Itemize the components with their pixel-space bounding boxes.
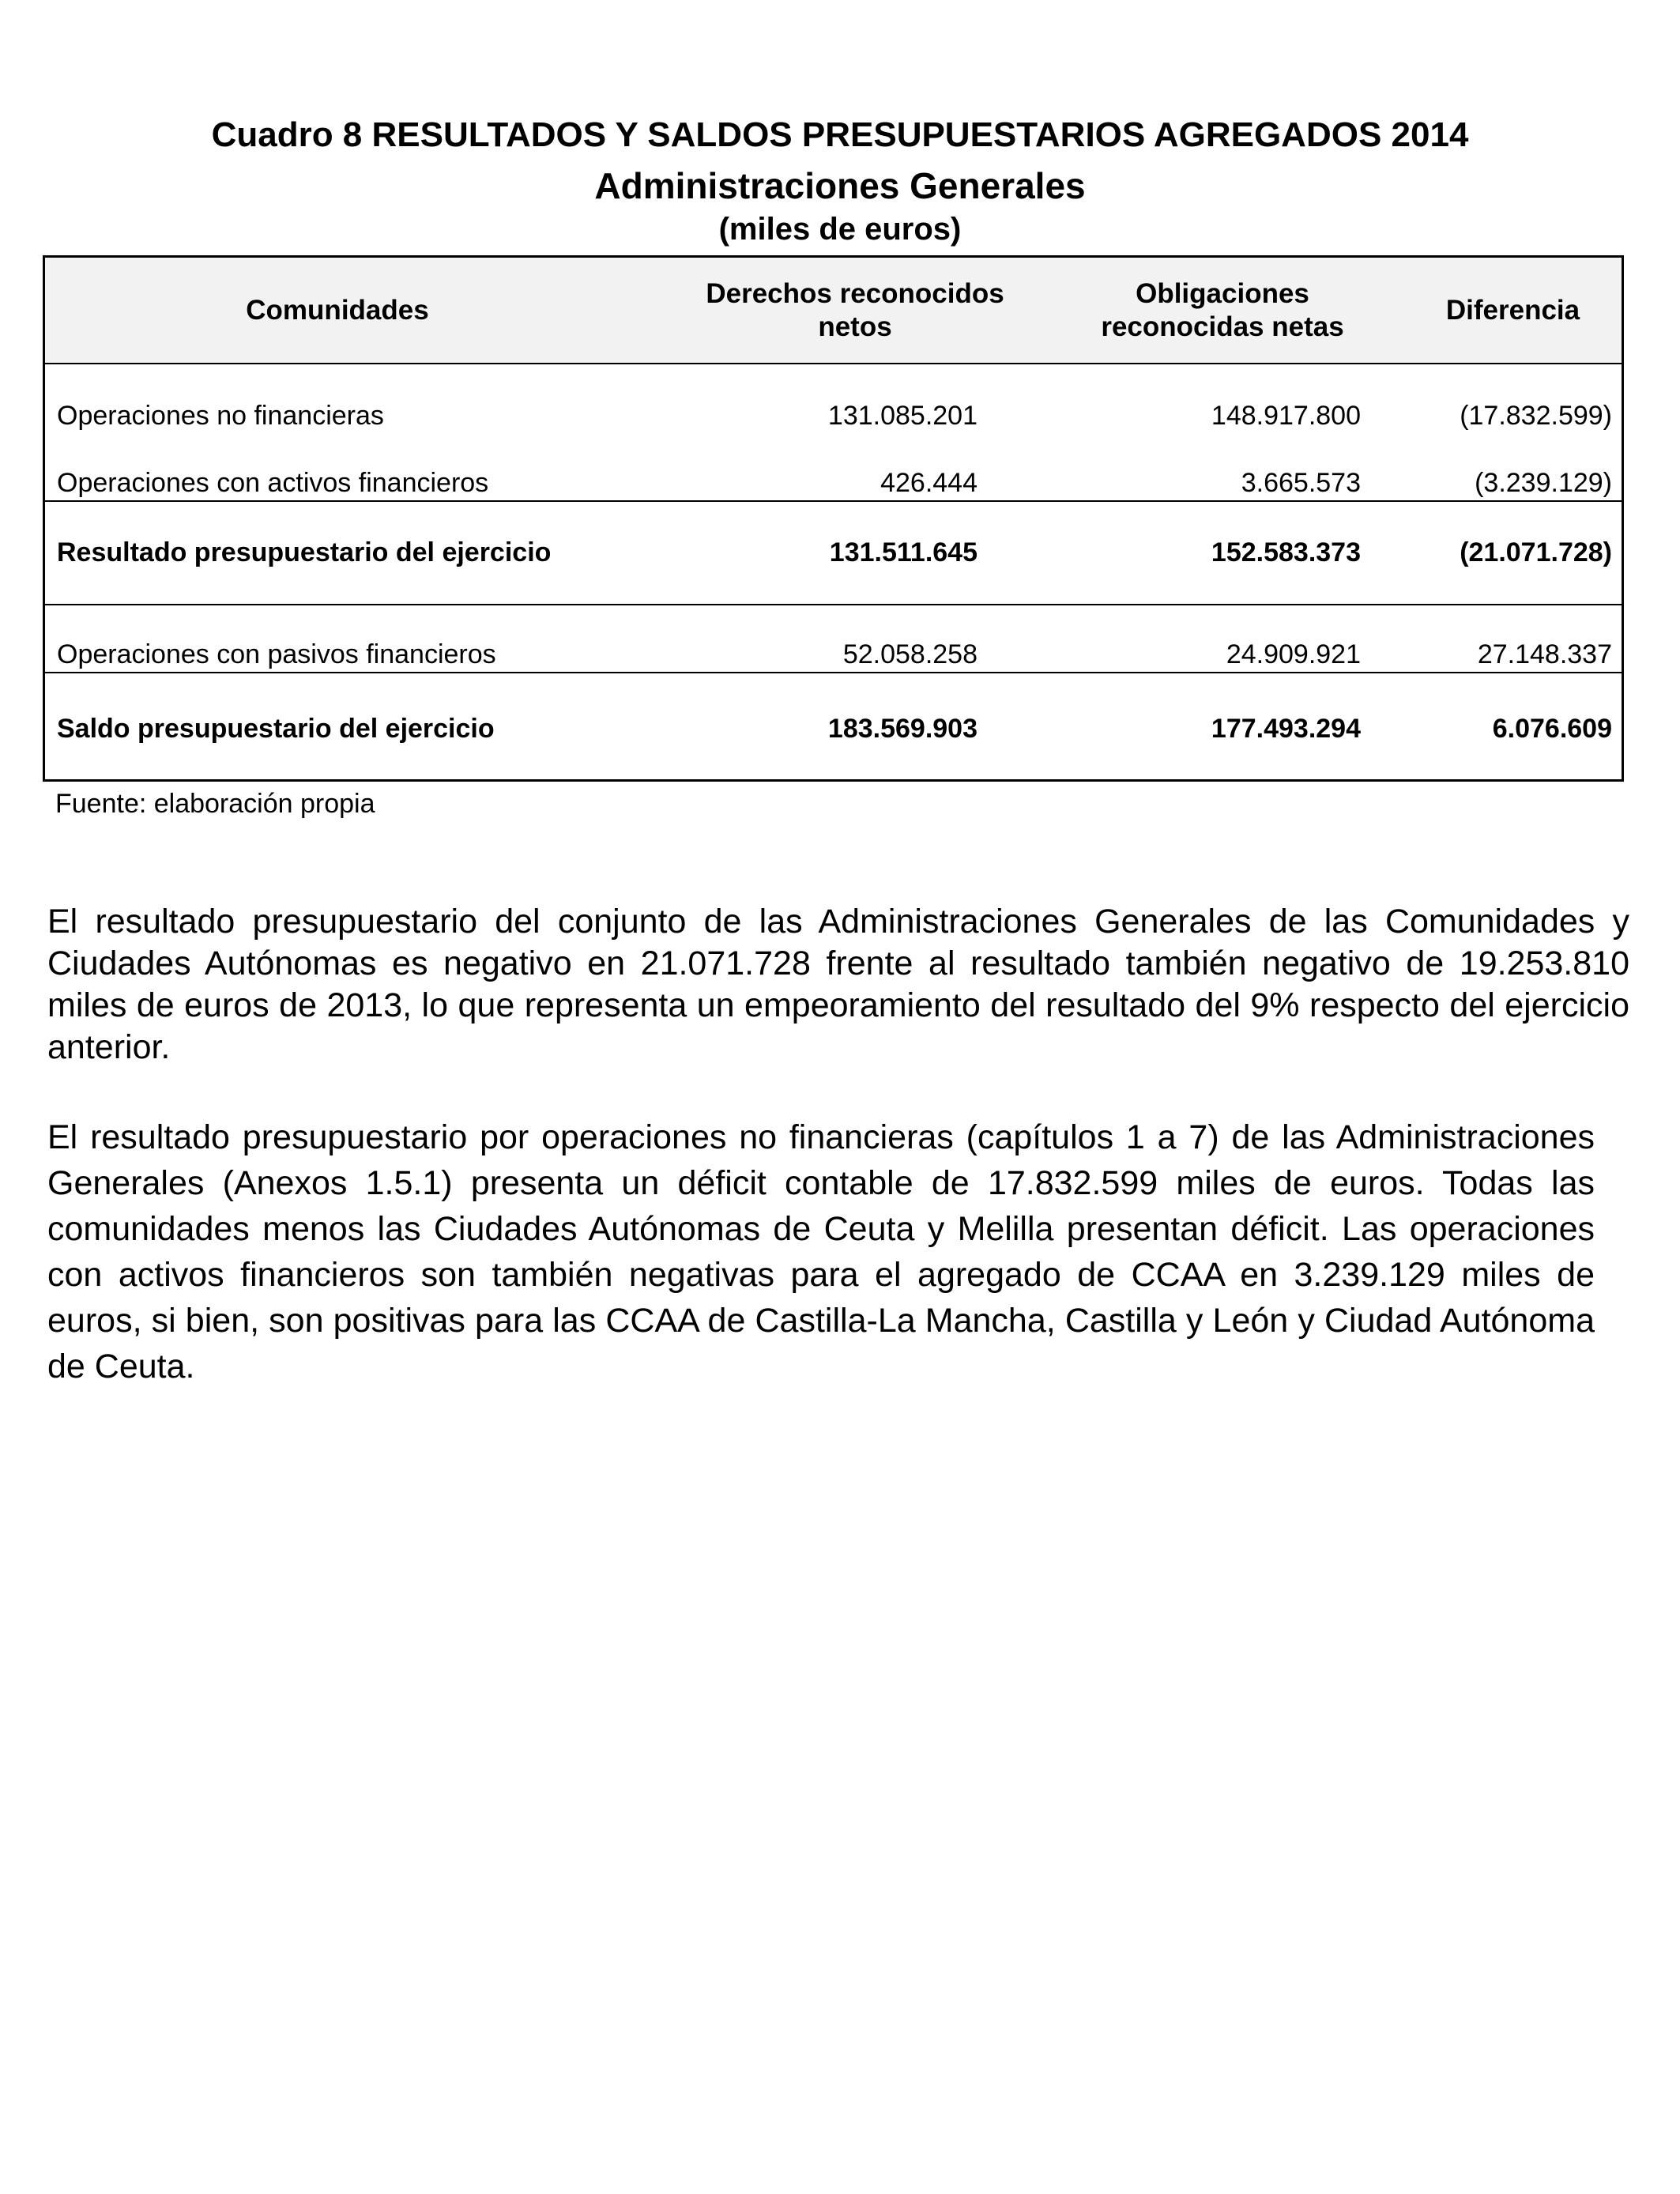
table-row: [45, 258, 1622, 745]
row-derechos: 131.511.645: [829, 537, 977, 567]
row-diferencia: (17.832.599): [1460, 401, 1612, 431]
row-derechos: 131.085.201: [827, 401, 977, 431]
table-title: Cuadro 8 RESULTADOS Y SALDOS PRESUPUESTARIOS AGREGADOS 2014: [211, 115, 1469, 154]
table-units: (miles de euros): [718, 212, 962, 247]
row-label: Operaciones no financieras: [57, 401, 384, 431]
row-label: Operaciones con activos financieros: [57, 468, 489, 498]
header-derechos-label: Derechos reconocidos netos: [706, 277, 1004, 342]
row-obligaciones: 177.493.294: [1211, 714, 1361, 744]
header-obligaciones-label: Obligaciones reconocidas netas: [1101, 277, 1344, 342]
row-obligaciones: 24.909.921: [1226, 639, 1361, 669]
paragraph: El resultado presupuestario por operaciones no financieras (capítulos 1 a 7) de las Administraciones Generales (Anexos 1.5.1) presenta un déficit contable de 17.832.599 miles de euros. Todas las comunidades menos las Ciudades Autónomas de Ceuta y Melilla presentan déficit. Las operaciones con activos financieros son también negativas para el agregado de CCAA en 3.239.129 miles de euros, si bien, son positivas para las CCAA de Castilla-La Mancha, Castilla y León y Ciudad Autónoma de Ceuta.: [47, 1118, 1595, 1385]
table-source: Fuente: elaboración propia: [55, 789, 375, 819]
row-derechos: 426.444: [880, 468, 977, 498]
row-diferencia: 6.076.609: [1492, 714, 1612, 744]
row-obligaciones: 152.583.373: [1211, 537, 1361, 567]
header-comunidades: Comunidades: [246, 294, 429, 326]
row-label: Operaciones con pasivos financieros: [57, 639, 496, 669]
row-diferencia: (3.239.129): [1475, 468, 1612, 498]
row-derechos: 183.569.903: [827, 714, 977, 744]
header-diferencia: Diferencia: [1445, 294, 1580, 326]
row-diferencia: (21.071.728): [1460, 537, 1612, 567]
paragraph: El resultado presupuestario del conjunto de las Administraciones Generales de las Comunidades y Ciudades Autónomas es negativo en 21.071.728 frente al resultado también negativo de 19.253.810 miles de euros de 2013, lo que representa un empeoramiento del resultado del 9% respecto del ejercicio anterior.: [47, 903, 1629, 1066]
budget-results-table: [43, 255, 1624, 782]
row-label: Resultado presupuestario del ejercicio: [57, 537, 552, 567]
row-diferencia: 27.148.337: [1477, 639, 1612, 669]
row-obligaciones: 148.917.800: [1211, 401, 1361, 431]
table-subtitle: Administraciones Generales: [594, 165, 1086, 206]
row-derechos: 52.058.258: [842, 639, 977, 669]
row-label: Saldo presupuestario del ejercicio: [57, 714, 495, 744]
row-obligaciones: 3.665.573: [1241, 468, 1361, 498]
